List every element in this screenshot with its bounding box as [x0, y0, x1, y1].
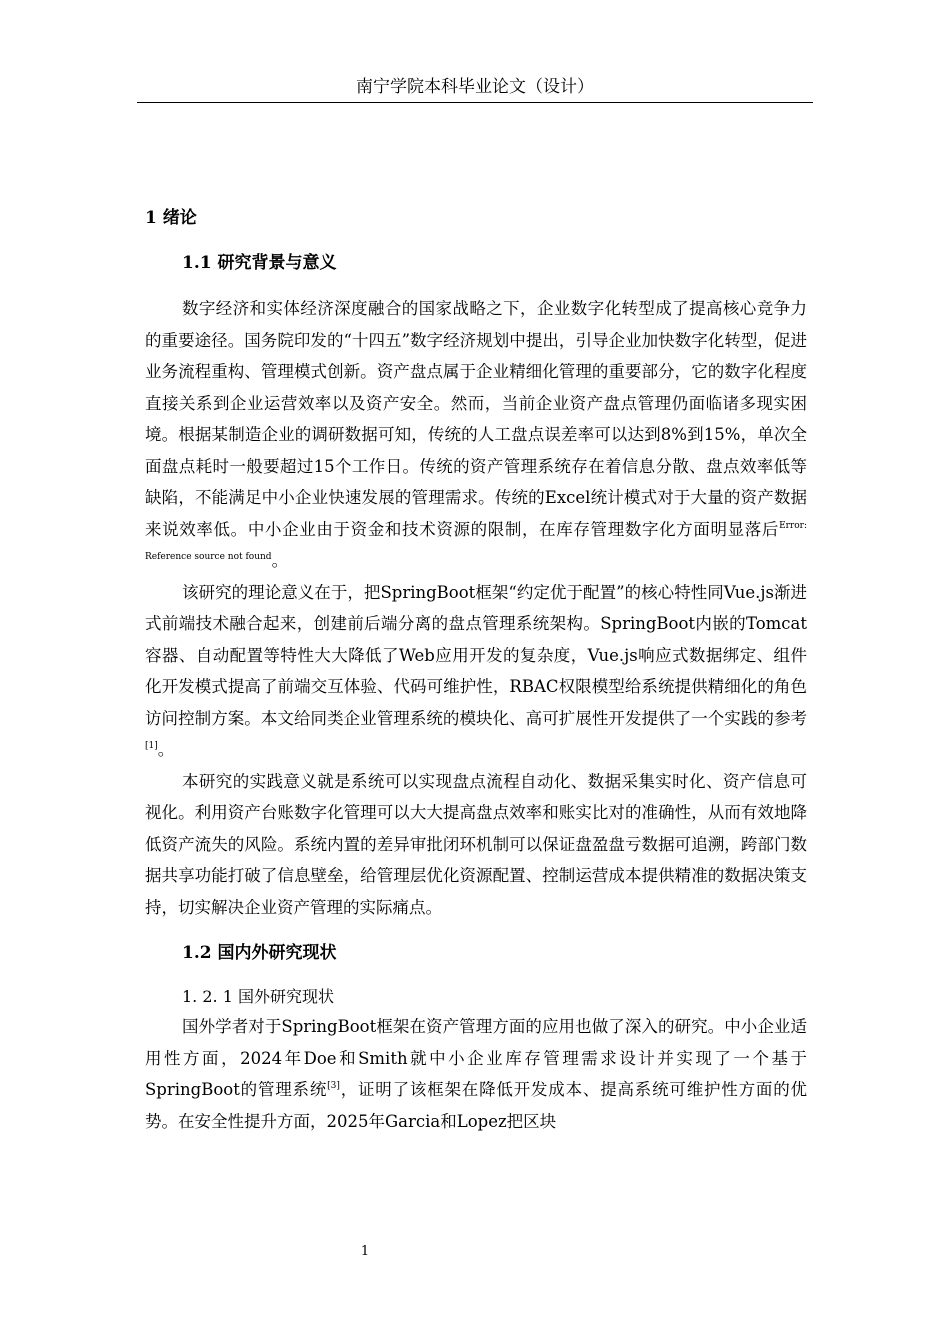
paragraph-text: 国外学者对于SpringBoot框架在资产管理方面的应用也做了深入的研究。中小企业适用性方面，2024年Doe和Smith就中小企业库存管理需求设计并实现了一个基于SpringBoot的管理系统	[145, 1017, 807, 1099]
paragraph-tail: 。	[157, 740, 175, 759]
page-number: 1	[360, 1244, 370, 1259]
chapter-heading: 1 绪论	[145, 208, 197, 228]
citation-ref-1: [1]	[145, 741, 158, 751]
paragraph-text: 数字经济和实体经济深度融合的国家战略之下，企业数字化转型成了提高核心竞争力的重要途径。国务院印发的“十四五”数字经济规划中提出，引导企业加快数字化转型，促进业务流程重构、管理模式创新。资产盘点属于企业精细化管理的重要部分，它的数字化程度直接关系到企业运营效率以及资产安全。然而，当前企业资产盘点管理仍面临诸多现实困境。根据某制造企业的调研数据可知，传统的人工盘点误差率可以达到8%到15%，单次全面盘点耗时一般要超过15个工作日。传统的资产管理系统存在着信息分散、盘点效率低等缺陷，不能满足中小企业快速发展的管理需求。传统的Excel统计模式对于大量的资产数据来说效率低。中小企业由于资金和技术资源的限制，在库存管理数字化方面明显落后	[145, 299, 807, 539]
paragraph-text: 该研究的理论意义在于，把SpringBoot框架“约定优于配置”的核心特性同Vue.js渐进式前端技术融合起来，创建前后端分离的盘点管理系统架构。SpringBoot内嵌的Tomcat容器、自动配置等特性大大降低了Web应用开发的复杂度，Vue.js响应式数据绑定、组件化开发模式提高了前端交互体验、代码可维护性，RBAC权限模型给系统提供精细化的角色访问控制方案。本文给同类企业管理系统的模块化、高可扩展性开发提供了一个实践的参考	[145, 582, 807, 728]
citation-error: Error: Reference source not found	[145, 520, 807, 562]
paragraph-practice: 本研究的实践意义就是系统可以实现盘点流程自动化、数据采集实时化、资产信息可视化。利用资产台账数字化管理可以大大提高盘点效率和账实比对的准确性，从而有效地降低资产流失的风险。系统内置的差异审批闭环机制可以保证盘盈盘亏数据可追溯，跨部门数据共享功能打破了信息壁垒，给管理层优化资源配置、控制运营成本提供精准的数据决策支持，切实解决企业资产管理的实际痛点。	[145, 771, 807, 917]
running-header: 南宁学院本科毕业论文（设计）	[356, 77, 594, 97]
section-heading-1-2: 1.2 国内外研究现状	[182, 943, 337, 963]
paragraph-tail: ，证明了该框架在降低开发成本、提高系统可维护性方面的优势。在安全性提升方面，2025年Garcia和Lopez把区块	[145, 1080, 808, 1131]
paragraph-tail: 。	[271, 551, 289, 570]
section-heading-1-1: 1.1 研究背景与意义	[182, 253, 337, 273]
paragraph-foreign-research	[145, 1011, 807, 1137]
header-divider	[137, 102, 813, 103]
paragraph-background	[145, 293, 807, 577]
citation-ref-3: [3]	[327, 1081, 340, 1091]
paragraph-theory	[145, 577, 807, 766]
subsection-heading-1-2-1: 1. 2. 1 国外研究现状	[182, 987, 334, 1006]
paper-body	[145, 204, 807, 1137]
